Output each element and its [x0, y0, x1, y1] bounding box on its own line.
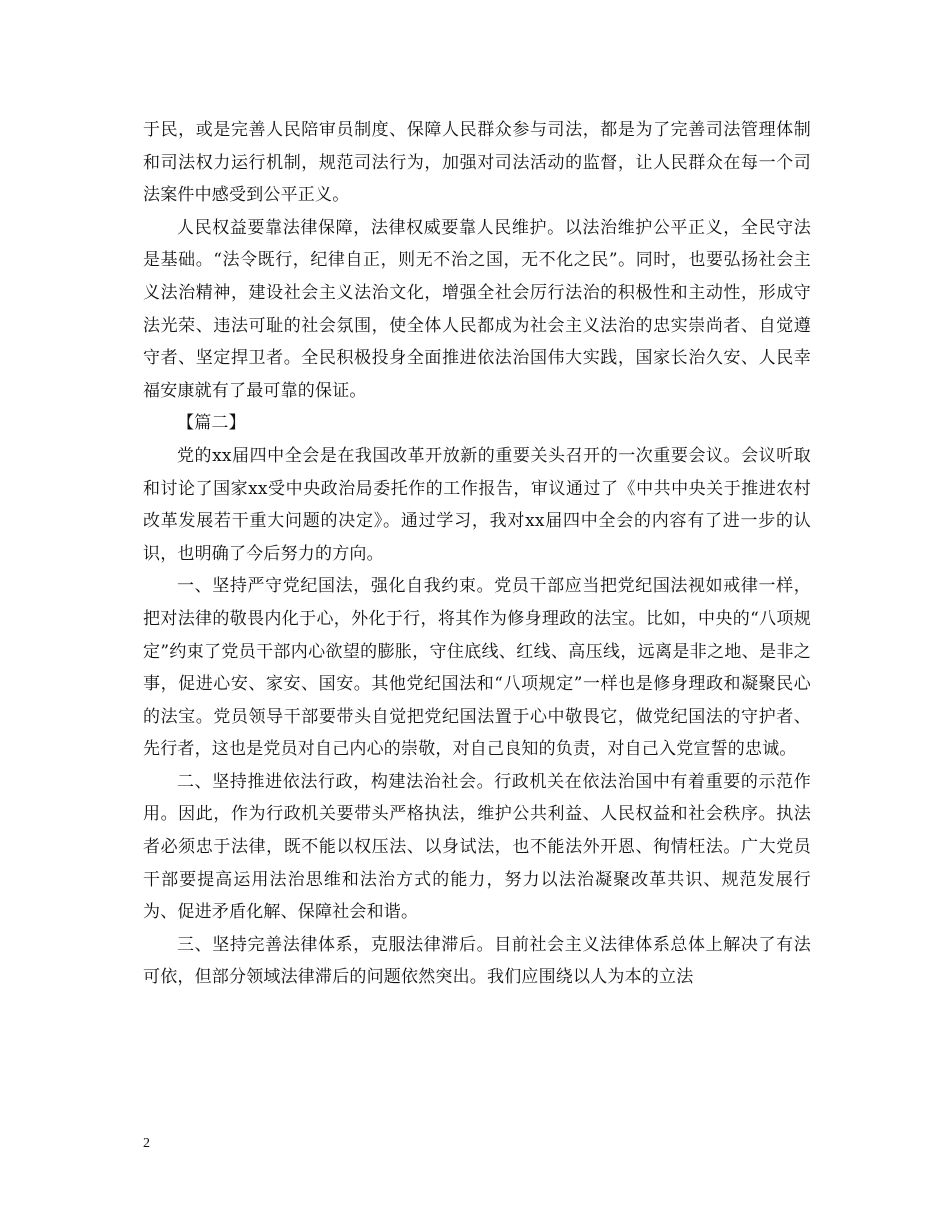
section-heading: 【篇二】	[177, 413, 246, 434]
paragraph-rule-of-law: 人民权益要靠法律保障，法律权威要靠人民维护。以法治维护公平正义，全民守法是基础。“法令既行，纪律自正，则无不治之国，无不化之民”。同时，也要弘扬社会主义法治精神，建设社会主义法治文化，增强全社会厉行法治的积极性和主动性，形成守法光荣、违法可耻的社会氛围，使全体人民都成为社会主义法治的忠实崇尚者、自觉遵守者、坚定捍卫者。全民积极投身全面推进依法治国伟大实践，国家长治久安、人民幸福安康就有了最可靠的保证。	[143, 217, 811, 401]
paragraph-point-one: 一、坚持严守党纪国法，强化自我约束。党员干部应当把党纪国法视如戒律一样，把对法律的敬畏内化于心，外化于行，将其作为修身理政的法宝。比如，中央的“八项规定”约束了党员干部内心欲望的膨胀，守住底线、红线、高压线，远离是非之地、是非之事，促进心安、家安、国安。其他党纪国法和“八项规定”一样也是修身理政和凝聚民心的法宝。党员领导干部要带头自觉把党纪国法置于心中敬畏它，做党纪国法的守护者、先行者，这也是党员对自己内心的崇敬，对自己良知的负责，对自己入党宣誓的忠诚。	[143, 576, 811, 760]
page-number: 2	[143, 1136, 150, 1151]
paragraph-continuation: 于民，或是完善人民陪审员制度、保障人民群众参与司法，都是为了完善司法管理体制和司法权力运行机制，规范司法行为，加强对司法活动的监督，让人民群众在每一个司法案件中感受到公平正义。	[143, 120, 811, 206]
document-body	[143, 114, 811, 994]
paragraph-point-two: 二、坚持推进依法行政，构建法治社会。行政机关在依法治国中有着重要的示范作用。因此，作为行政机关要带头严格执法，维护公共利益、人民权益和社会秩序。执法者必须忠于法律，既不能以权压法、以身试法，也不能法外开恩、徇情枉法。广大党员干部要提高运用法治思维和法治方式的能力，努力以法治凝聚改革共识、规范发展行为、促进矛盾化解、保障社会和谐。	[143, 771, 811, 923]
paragraph-plenary-session: 党的xx届四中全会是在我国改革开放新的重要关头召开的一次重要会议。会议听取和讨论了国家xx受中央政治局委托作的工作报告，审议通过了《中共中央关于推进农村改革发展若干重大问题的决定》。通过学习，我对xx届四中全会的内容有了进一步的认识，也明确了今后努力的方向。	[143, 445, 811, 564]
paragraph-point-three: 三、坚持完善法律体系，克服法律滞后。目前社会主义法律体系总体上解决了有法可依，但部分领域法律滞后的问题依然突出。我们应围绕以人为本的立法	[143, 934, 811, 988]
